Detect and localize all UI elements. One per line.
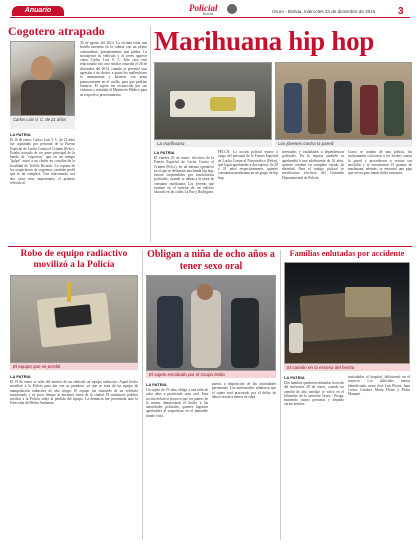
caption-radioactivo-text: El equipo que se perdió: [13, 364, 61, 369]
newspaper-logo: [173, 3, 243, 17]
photo-suspect-cogotero: [10, 41, 75, 116]
caption-familias: [284, 364, 410, 371]
caption-marihuana: [154, 140, 272, 147]
caption-youths-text: Los jóvenes contra la pared: [278, 141, 334, 146]
story-radioactivo-title: Robo de equipo radiactivo movilizó a la Policía: [20, 249, 128, 270]
photo-radioactive-equipment: [10, 275, 138, 363]
story-marihuana: [152, 24, 414, 244]
photo-youths-wall: [275, 62, 412, 140]
story-nina: [144, 249, 278, 541]
story-marihuana-col1: El viernes 23 de enero, efectivos de la Fuerza Especial de Lucha Contra el Crimen (Felcc), en un intenso operativo en el que se desbarató una banda hip hop, fueron sorprendidos por funcionarios policiales, cuando se daban a la tarea de consumir marihuana. Los jóvenes que estaban en el interior de un edificio ubicado en las calles La Paz y Rodríguez.: [154, 156, 214, 195]
story-cogotero: [8, 24, 148, 244]
caption-cogotero: [10, 116, 75, 129]
story-nina-title: Obligan a niña de ocho años a tener sexo oral: [147, 249, 275, 272]
section-divider: [8, 246, 412, 247]
photo-marihuana-seized: [154, 62, 272, 140]
story-familias-col2: trasladados al hospital, falleciendo en el trayecto. Los fallecidos fueron identificados como José Luis Flores, Juan Carlos Condori, María Flores y Pedro Mamani.: [348, 375, 410, 397]
header-rule: [10, 17, 410, 18]
story-marihuana-col3: arrestados y trasladados a dependencias policiales. En la requisa también se aprehendió a una adolescente de 16 años, quienes estaban en completo estado de ebriedad. Para el trabajo policial se movilizaron efectivos del Comando Departamental de Policía.: [282, 150, 344, 180]
photo-truck-accident: [284, 262, 410, 364]
story-marihuana-title: Marihuana hip hop: [154, 26, 374, 56]
story-marihuana-col2: FELCN. La acción policial estuvo a cargo del personal de la Fuerza Especial de Lucha Contra el Narcotráfico (Felcn), que logró aprehender a dos sujetos, de 20 y 21 años respectivamente, quienes consumían marihuana en un grupo de hip hop.: [218, 150, 278, 180]
story-radioactivo-text: El 19 de enero se robó del interior de un vehículo un equipo radiactivo. Aquel hecho movilizó a la Policía para dar con su paradero, ya que se trata de un equipo de manipulación radiactiva de alto riesgo. El equipo fue sustraído de un vehículo estacionado y en poco tiempo se encontró fuera de la ciudad. El ministerio público notificó a la Policía sobre la pérdida del equipo. La denuncia fue presentada ante la Dirección de Medio Ambiente.: [10, 380, 138, 406]
caption-familias-text: El camión en la escena del hecho: [287, 365, 355, 370]
section-label: Anuario: [24, 7, 52, 14]
story-cogotero-col2: 30 de agosto del 2014. La víctima tenía una botella mientras en la cabeza con un objeto contundente, presuntamente una piedra. Le sustrajeron su vehículo y el joven aparece como Carlos Luis V. C. Este caso está relacionado con otro similar ocurrido el 26 de diciembre del 2014, cuando se presentó otra agresión a un chofer, a quien los malhechores lo amenazaron y hirieron con arma punzocortante en el cuello, para que podrían hurtarse. El sujeto fue reconocido por sus víctimas y remitido al Ministerio Público para su respectivo procesamiento.: [80, 41, 147, 97]
story-marihuana-tag: LA PATRIA: [154, 150, 175, 155]
story-radioactivo: [8, 249, 140, 541]
story-nina-col2: puesto a disposición de las autoridades pertinentes. Los uniformados señalaron que el sujeto será procesado por el delito de abuso sexual a menor de edad.: [212, 382, 276, 399]
caption-cogotero-text: Carlos Luis V. C. de 21 años: [13, 117, 66, 122]
story-familias-title: Familias enlutadas por accidente: [289, 249, 405, 258]
page-number: 3: [398, 6, 404, 17]
story-radioactivo-tag: LA PATRIA: [10, 374, 31, 379]
photo-suspect-escorted: [146, 275, 276, 371]
story-cogotero-tag: LA PATRIA: [10, 132, 31, 137]
dateline: Oruro - Bolivia, miércoles 23 de diciembre de 2015: [272, 9, 376, 14]
logo-emblem-icon: [227, 4, 237, 14]
logo-subtext: Bolivia: [203, 12, 214, 16]
caption-youths: [275, 140, 412, 147]
story-nina-tag: LA PATRIA: [146, 382, 167, 387]
logo-text: Policial: [189, 3, 218, 13]
story-cogotero-col1: El 16 de enero, Carlos Luis V. C. de 21 años fue capturado por personal de la Fuerza Especial de Lucha Contra el Crimen (Felcc). Estaba acusado de ser parte principal de la banda de "cogoteros" que en un tiempo "golpe" actuó a un chofer en corralón de la localidad de Teófilo Ricardo. La captura de los sospechosos de cogoteros, también perfil que es un cómplice. Tras relacionarlo con dos casos muy importantes, el primero referido al: [10, 138, 75, 185]
story-familias-tag: LA PATRIA: [284, 375, 305, 380]
caption-nina: [146, 371, 276, 378]
section-tab: [12, 6, 64, 16]
column-divider: [150, 26, 151, 242]
story-marihuana-col4: Como se trataba de una policía, los uniformados colocaron a los hechos contra la pared y procedieron a revisar sus mochilas y se encontraron 15 gramos de marihuana, además, se encontró una pipa que servía para fumar dicha sustancia.: [348, 150, 412, 176]
caption-radioactivo: [10, 363, 138, 370]
page-header: [0, 0, 420, 22]
caption-marihuana-text: La marihuana: [157, 141, 185, 146]
column-divider: [142, 250, 143, 540]
story-familias-col1: Dos familias quedaron enlutadas la noche del miércoles 28 de enero, cuando un camión de alto tonelaje se volcó en el kilómetro de la carretera Oruro - Pisiga, muriendo cuatro personas y dejando varios heridos.: [284, 381, 344, 407]
story-cogotero-title: Cogotero atrapado: [8, 24, 105, 38]
story-familias: [282, 249, 412, 541]
caption-nina-text: El sujeto escoltado por el Grupo Delta: [149, 372, 225, 377]
column-divider: [280, 250, 281, 540]
story-nina-col1: Un sujeto de 19 años obligó a una niña de ocho años a practicarle sexo oral. Esta acción delictiva provocó que los padres de la menor denunciaran el hecho a las autoridades policiales, quienes lograron aprehender al sospechoso en el inmueble donde vivía.: [146, 388, 208, 418]
